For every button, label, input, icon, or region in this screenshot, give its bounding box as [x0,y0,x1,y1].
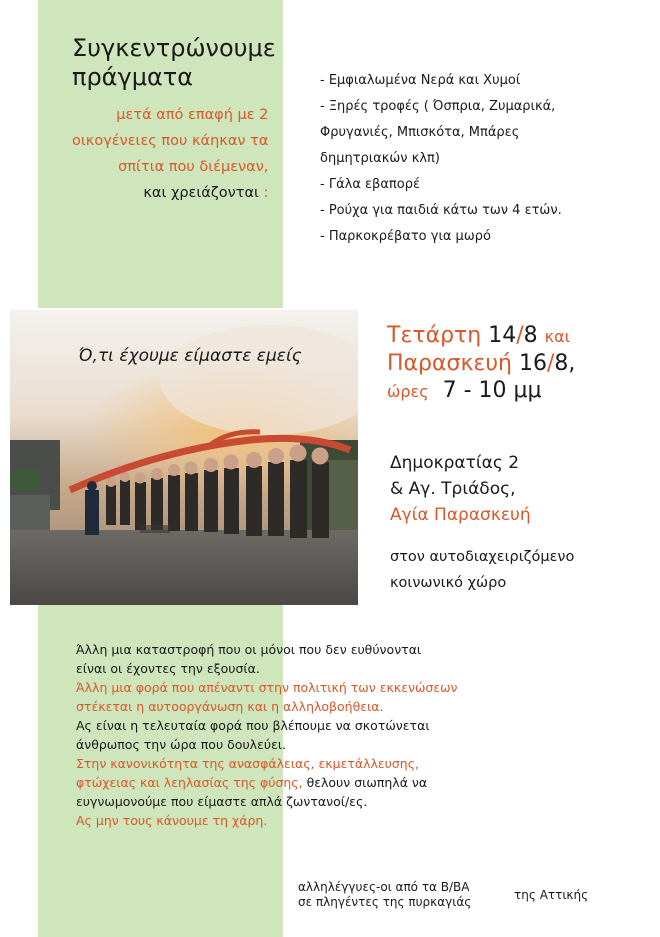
statement-fragment: θελουν σιωπηλά να [302,775,428,790]
address-area: Αγία Παρασκευή [390,505,531,525]
intro-line: οικογένειες που κάηκαν τα [72,133,269,149]
date-day: 16 [519,351,547,376]
statement-line [76,773,576,792]
signature [298,880,471,910]
intro-line: μετά από επαφή με 2 [116,107,269,123]
venue-line: στον αυτοδιαχειριζόμενο [390,549,575,565]
venue-block [390,544,574,596]
photo-slogan: Ό,τι έχουμε είμαστε εμείς [78,346,302,366]
intro-colon: : [263,185,269,201]
statement-line: στέκεται η αυτοοργάνωση και η αλληλοβοήθεια. [76,699,384,714]
hours-value: 7 - 10 μμ [442,378,542,403]
list-item: - Ξηρές τροφές ( Όσπρια, Ζυμαρικά, [320,99,556,114]
list-item: δημητριακών κλπ) [320,151,440,166]
list-item: Φρυγανιές, Μπισκότα, Μπάρες [320,125,520,140]
signature-line: αλληλέγγυες-οι από τα Β/ΒΑ [298,880,470,894]
needs-list [320,68,562,250]
list-item: - Ρούχα για παιδιά κάτω των 4 ετών. [320,203,562,218]
date-line-2 [387,350,575,377]
day-name: Παρασκευή [387,351,512,376]
address-block [390,450,531,528]
list-item: - Γάλα εβαπορέ [320,177,420,192]
statement-fragment: φτώχειας και λεηλασίας της φύσης, [76,775,303,790]
address-street: Δημοκρατίας 2 [390,453,520,473]
title-line: Συγκεντρώνουμε [72,34,276,62]
list-item: - Παρκοκρέβατο για μωρό [320,229,491,244]
date-day: 14 [488,323,517,348]
date-line-1 [387,322,575,350]
date-slash: / [547,351,555,376]
statement-line: Άλλη μια καταστροφή που οι μόνοι που δεν ευθύνονται [76,642,422,657]
and-word: και [544,327,571,346]
day-name: Τετάρτη [387,323,482,348]
statement-text [76,640,576,830]
title-line: πράγματα [72,63,194,91]
statement-line: είναι οι έχοντες την εξουσία. [76,661,260,676]
hours-label: ώρες [387,382,429,401]
date-month: 8 [523,323,538,348]
intro-line: σπίτια που διέμεναν, [118,159,269,175]
intro-line [72,180,268,206]
list-item: - Εμφιαλωμένα Νερά και Χυμοί [320,73,521,88]
statement-line: Ας είναι η τελευταία φορά που βλέπουμε να σκοτώνεται [76,718,430,733]
address-cross: & Αγ. Τριάδος, [390,479,516,499]
date-month: 8, [554,351,576,376]
event-dates [387,322,575,405]
signature-tail: της Αττικής [514,888,589,902]
date-slash: / [516,323,524,348]
statement-line: ευγνωμονούμε που είμαστε απλά ζωντανοί/ες. [76,794,368,809]
venue-line: κοινωνικό χώρο [390,575,507,591]
intro-need-text: και χρειάζονται [143,185,259,201]
poster-title [72,34,276,92]
statement-line: Ας μην τους κάνουμε τη χάρη. [76,813,268,828]
statement-line: άνθρωπος την ώρα που δουλεύει. [76,737,287,752]
statement-line: Άλλη μια φορά που απέναντι στην πολιτική των εκκενώσεων [76,680,458,695]
signature-line: σε πληγέντες της πυρκαγιάς [298,895,472,909]
statement-line: Στην κανονικότητα της ανασφάλειας, εκμετάλλευσης, [76,756,420,771]
intro-text [72,102,268,206]
hours-line [387,377,575,405]
